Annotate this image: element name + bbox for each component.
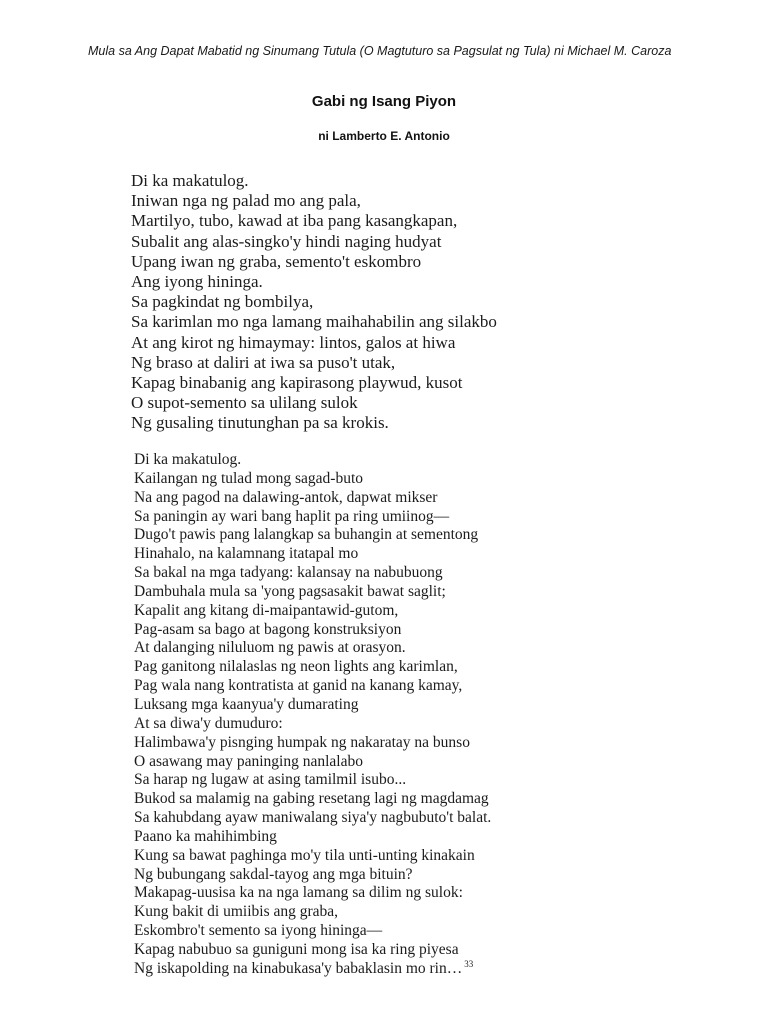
poem-title: Gabi ng Isang Piyon xyxy=(311,93,457,110)
poem-line: Paano ka mahihimbing xyxy=(134,827,277,845)
page-number: 33 xyxy=(464,958,474,969)
poem-line: At ang kirot ng himaymay: lintos, galos at hiwa xyxy=(131,332,456,352)
poem-line: Bukod sa malamig na gabing resetang lagi ng magdamag xyxy=(134,790,489,808)
poem-line: Halimbawa'y pisnging humpak ng nakaratay na bunso xyxy=(134,733,470,751)
poem-line: Di ka makatulog. xyxy=(134,451,242,468)
poem-line: Martilyo, tubo, kawad at iba pang kasangkapan, xyxy=(131,211,458,231)
poem-line: Ng braso at daliri at iwa sa puso't utak, xyxy=(131,352,396,372)
poem-line: Na ang pagod na dalawing-antok, dapwat mikser xyxy=(134,488,438,506)
poem-author: ni Lamberto E. Antonio xyxy=(318,129,450,143)
poem-line: Dugo't pawis pang lalangkap sa buhangin at sementong xyxy=(134,526,479,544)
poem-line: Pag-asam sa bago at bagong konstruksiyon xyxy=(134,620,402,638)
poem-line: Sa karimlan mo nga lamang maihahabilin ang silakbo xyxy=(131,312,497,332)
poem-line: Makapag-uusisa ka na nga lamang sa dilim ng sulok: xyxy=(134,884,463,902)
poem-line: At sa diwa'y dumuduro: xyxy=(134,714,283,732)
poem-line: Ng gusaling tinutunghan pa sa krokis. xyxy=(131,413,389,433)
poem-line: Sa pagkindat ng bombilya, xyxy=(131,292,314,312)
poem-stanza-2 xyxy=(134,451,491,979)
poem-line: Pag ganitong nilalaslas ng neon lights ang karimlan, xyxy=(134,658,458,676)
poem-stanza-1 xyxy=(131,171,497,434)
poem-line: At dalanging niluluom ng pawis at orasyon. xyxy=(134,639,406,657)
poem-line: Kapalit ang kitang di-maipantawid-gutom, xyxy=(134,601,399,619)
poem-line: Kung sa bawat paghinga mo'y tila unti-unting kinakain xyxy=(134,846,475,864)
poem-line: Kapag binabanig ang kapirasong playwud, kusot xyxy=(131,373,463,393)
poem-line: Kapag nabubuo sa guniguni mong isa ka ring piyesa xyxy=(134,940,459,958)
poem-line: Eskombro't semento sa iyong hininga— xyxy=(134,922,383,940)
poem-line: Ang iyong hininga. xyxy=(131,272,263,292)
poem-line-text: Ng iskapolding na kinabukasa'y babaklasin mo rin… xyxy=(134,959,463,977)
poem-line: Ng bubungang sakdal-tayog ang mga bituin? xyxy=(134,865,413,883)
poem-line: Subalit ang alas-singko'y hindi naging hudyat xyxy=(131,231,442,251)
poem-line: Sa paningin ay wari bang haplit pa ring umiinog— xyxy=(134,507,450,525)
poem-line: Sa kahubdang ayaw maniwalang siya'y nagbubuto't balat. xyxy=(134,809,492,827)
poem-line: O supot-semento sa ulilang sulok xyxy=(131,393,358,413)
poem-line: Upang iwan ng graba, semento't eskombro xyxy=(131,251,422,271)
poem-line: Luksang mga kaanyua'y dumarating xyxy=(134,695,359,713)
poem-line: Sa bakal na mga tadyang: kalansay na nabubuong xyxy=(134,564,443,582)
poem-line: Iniwan nga ng palad mo ang pala, xyxy=(131,191,361,211)
poem-line: Di ka makatulog. xyxy=(131,171,249,190)
poem-line: Kung bakit di umiibis ang graba, xyxy=(134,903,339,921)
poem-line: Pag wala nang kontratista at ganid na kanang kamay, xyxy=(134,677,463,695)
source-note: Mula sa Ang Dapat Mabatid ng Sinumang Tutula (O Magtuturo sa Pagsulat ng Tula) ni Michael M. Caroza xyxy=(88,44,672,58)
poem-line: Hinahalo, na kalamnang itatapal mo xyxy=(134,545,359,563)
poem-line: O asawang may paninging nanlalabo xyxy=(134,752,363,770)
poem-line: Sa harap ng lugaw at asing tamilmil isubo... xyxy=(134,771,407,789)
poem-line: Dambuhala mula sa 'yong pagsasakit bawat saglit; xyxy=(134,582,446,600)
poem-last-line xyxy=(134,960,491,979)
poem-line: Kailangan ng tulad mong sagad-buto xyxy=(134,469,364,487)
